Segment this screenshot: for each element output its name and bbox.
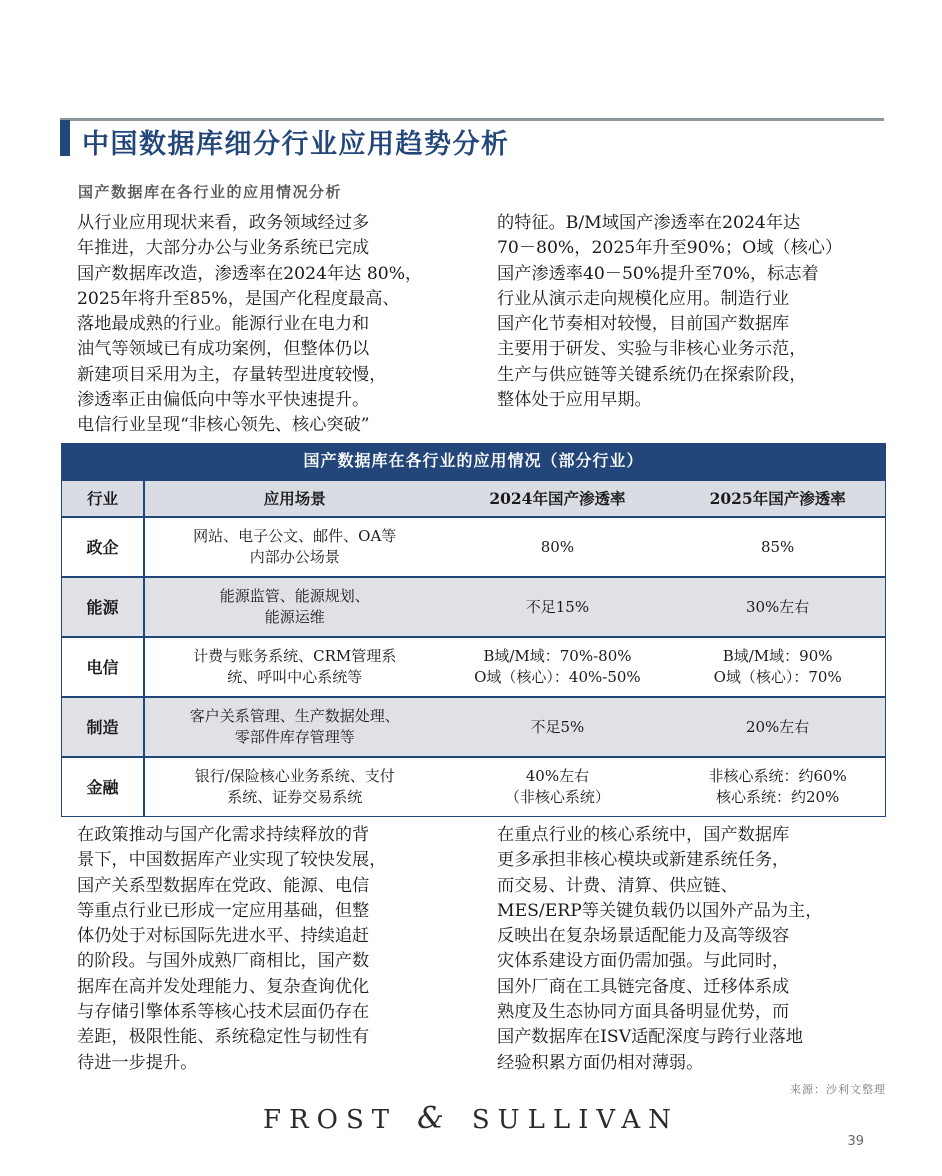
- scene-line: 零部件库存管理等: [234, 728, 355, 746]
- scene-cell: [145, 518, 445, 576]
- text-line: 国产化节奏相对较慢，目前国产数据库: [497, 314, 790, 335]
- text-line: 体仍处于对标国际先进水平、持续追赶: [77, 926, 370, 947]
- value-line: 30%左右: [745, 597, 810, 616]
- industry-cell: 制造: [62, 698, 145, 756]
- table-row: [62, 516, 885, 576]
- industry-cell: 能源: [62, 578, 145, 636]
- value-line: 80%: [540, 537, 575, 556]
- value-line: 核心系统：约20%: [715, 788, 840, 806]
- text-line: 渗透率正由偏低向中等水平快速提升。: [77, 390, 370, 411]
- text-line: 熟度及生态协同方面具备明显优势，而: [497, 1002, 790, 1023]
- value-line: B域/M域：90%: [722, 647, 833, 665]
- value-line: 不足5%: [530, 717, 585, 736]
- text-line: 等重点行业已形成一定应用基础，但整: [77, 900, 370, 921]
- text-line: 在重点行业的核心系统中，国产数据库: [497, 825, 790, 845]
- source-note: 来源：沙利文整理: [790, 1083, 886, 1096]
- text-line: 2025年将升至85%，是国产化程度最高、: [77, 288, 400, 309]
- value-line: O域（核心）：70%: [713, 668, 842, 686]
- scene-line: 客户关系管理、生产数据处理、: [189, 707, 400, 725]
- text-line: 年推进，大部分办公与业务系统已完成: [77, 238, 370, 259]
- text-line: 新建项目采用为主，存量转型进度较慢，: [77, 364, 387, 385]
- text-line: 国产数据库在ISV适配深度与跨行业落地: [497, 1027, 803, 1048]
- text-line: 差距，极限性能、系统稳定性与韧性有: [77, 1027, 370, 1048]
- penetration-2024-cell: [445, 698, 671, 756]
- text-line: MES/ERP等关键负载仍以国外产品为主，: [497, 900, 823, 921]
- text-line: 电信行业呈现“非核心领先、核心突破”: [77, 415, 370, 436]
- text-line: 的特征。B/M域国产渗透率在2024年达: [497, 213, 801, 233]
- text-line: 与存储引擎体系等核心技术层面仍存在: [77, 1002, 370, 1023]
- penetration-2025-cell: [670, 518, 885, 576]
- text-line: 灾体系建设方面仍需加强。与此同时，: [497, 951, 790, 972]
- conclusion-paragraph-left: [77, 823, 477, 1076]
- text-line: 据库在高并发处理能力、复杂查询优化: [77, 976, 370, 997]
- text-line: 国产关系型数据库在党政、能源、电信: [77, 875, 370, 896]
- table-row: [62, 696, 885, 756]
- penetration-2024-cell: [445, 578, 671, 636]
- text-line: 国产渗透率40－50%提升至70%，标志着: [497, 263, 819, 284]
- page-number: 39: [847, 1134, 864, 1149]
- logo-ampersand: &: [417, 1101, 452, 1136]
- scene-line: 能源监管、能源规划、: [219, 587, 370, 605]
- table-row: [62, 636, 885, 696]
- title-accent-bar: [60, 120, 70, 156]
- value-line: 85%: [760, 537, 795, 556]
- text-line: 整体处于应用早期。: [497, 390, 652, 411]
- value-line: 非核心系统：约60%: [708, 767, 847, 785]
- text-line: 国外厂商在工具链完备度、迁移体系成: [497, 976, 790, 997]
- scene-cell: [145, 758, 445, 816]
- text-line: 生产与供应链等关键系统仍在探索阶段，: [497, 364, 807, 385]
- page-title: 中国数据库细分行业应用趋势分析: [82, 129, 510, 160]
- text-line: 经验积累方面仍相对薄弱。: [497, 1052, 704, 1073]
- header-penetration-2025: 2025年国产渗透率: [709, 489, 846, 508]
- penetration-2025-cell: [670, 698, 885, 756]
- text-line: 待进一步提升。: [77, 1052, 198, 1073]
- text-line: 更多承担非核心模块或新建系统任务，: [497, 850, 790, 871]
- scene-line: 网站、电子公文、邮件、OA等: [193, 527, 397, 545]
- value-line: （非核心系统）: [504, 788, 610, 806]
- penetration-2024-cell: [445, 518, 671, 576]
- industry-cell: 电信: [62, 638, 145, 696]
- text-line: 而交易、计费、清算、供应链、: [497, 875, 738, 896]
- text-line: 落地最成熟的行业。能源行业在电力和: [77, 314, 370, 335]
- text-line: 国产数据库改造，渗透率在2024年达 80%，: [77, 263, 423, 284]
- scene-line: 统、呼叫中心系统等: [227, 668, 363, 686]
- text-line: 反映出在复杂场景适配能力及高等级容: [497, 926, 790, 947]
- header-industry: 行业: [62, 481, 145, 516]
- table-title: 国产数据库在各行业的应用情况（部分行业）: [62, 444, 885, 478]
- intro-paragraph-right: [497, 211, 892, 413]
- conclusion-paragraph-right: [497, 823, 892, 1076]
- penetration-2025-cell: [670, 578, 885, 636]
- industry-cell: 金融: [62, 758, 145, 816]
- scene-line: 能源运维: [264, 608, 325, 626]
- industry-cell: 政企: [62, 518, 145, 576]
- intro-paragraph-left: [77, 211, 467, 439]
- penetration-2025-cell: [670, 758, 885, 816]
- text-line: 主要用于研发、实验与非核心业务示范，: [497, 339, 807, 360]
- value-line: O域（核心）：40%-50%: [474, 668, 641, 686]
- value-line: B域/M域：70%-80%: [483, 647, 632, 665]
- logo-right: SULLIVAN: [471, 1105, 679, 1135]
- frost-sullivan-logo: [0, 1101, 942, 1136]
- penetration-2024-cell: [445, 758, 671, 816]
- table-row: [62, 756, 885, 816]
- text-line: 景下，中国数据库产业实现了较快发展，: [77, 850, 387, 871]
- scene-cell: [145, 638, 445, 696]
- text-line: 的阶段。与国外成熟厂商相比，国产数: [77, 951, 370, 972]
- top-rule: [60, 118, 884, 121]
- text-line: 在政策推动与国产化需求持续释放的背: [77, 825, 370, 845]
- value-line: 40%左右: [525, 767, 590, 785]
- scene-line: 计费与账务系统、CRM管理系: [193, 647, 397, 665]
- scene-cell: [145, 698, 445, 756]
- penetration-2024-cell: [445, 638, 671, 696]
- scene-line: 内部办公场景: [249, 548, 340, 566]
- table-header-row: [62, 478, 885, 516]
- logo-left: FROST: [263, 1105, 398, 1135]
- table-row: [62, 576, 885, 636]
- scene-line: 系统、证券交易系统: [227, 788, 363, 806]
- scene-cell: [145, 578, 445, 636]
- section-subtitle: 国产数据库在各行业的应用情况分析: [78, 183, 343, 201]
- text-line: 油气等领域已有成功案例，但整体仍以: [77, 339, 370, 360]
- text-line: 从行业应用现状来看，政务领域经过多: [77, 213, 370, 233]
- value-line: 20%左右: [745, 717, 810, 736]
- text-line: 70－80%，2025年升至90%；O域（核心）: [497, 238, 843, 259]
- industry-application-table: [61, 443, 886, 817]
- header-scene: 应用场景: [263, 489, 326, 508]
- penetration-2025-cell: [670, 638, 885, 696]
- text-line: 行业从演示走向规模化应用。制造行业: [497, 288, 790, 309]
- scene-line: 银行/保险核心业务系统、支付: [194, 767, 395, 785]
- value-line: 不足15%: [525, 597, 590, 616]
- header-penetration-2024: 2024年国产渗透率: [489, 489, 626, 508]
